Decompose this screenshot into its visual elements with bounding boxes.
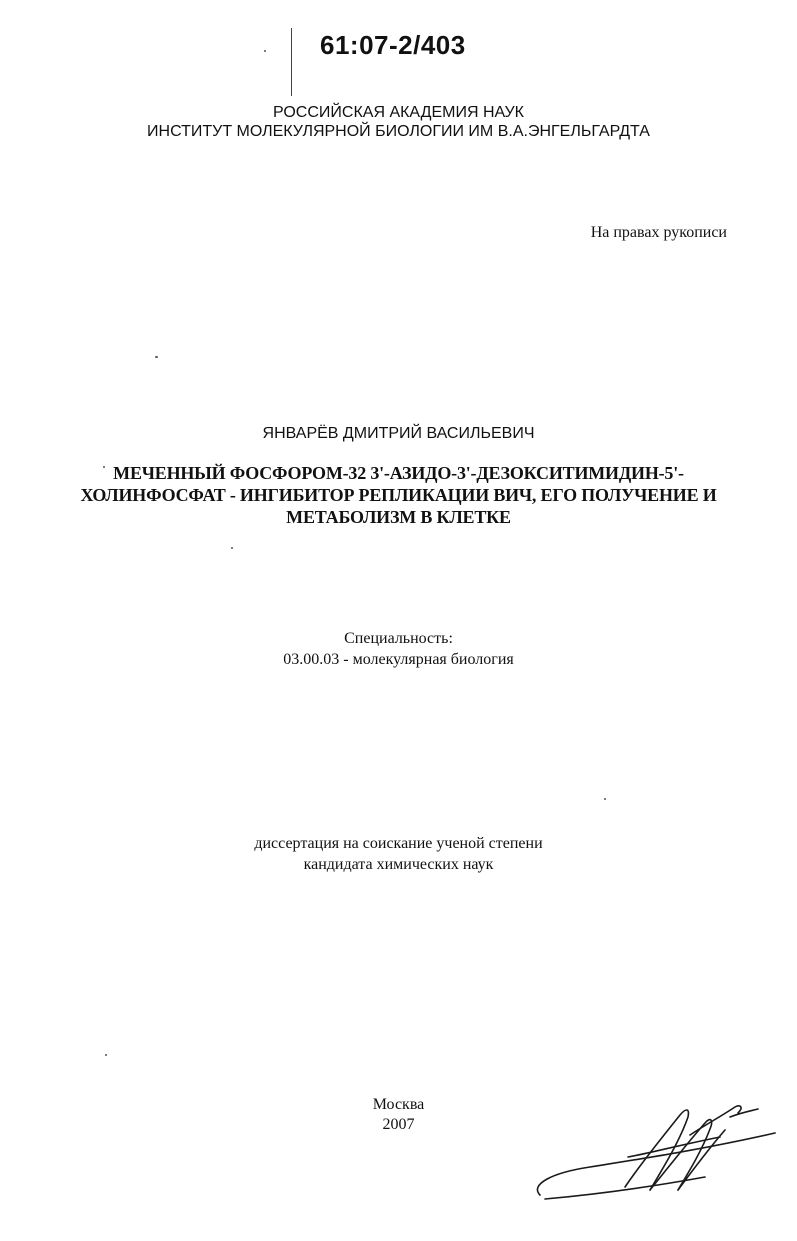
degree-block xyxy=(0,833,797,875)
specialty-block xyxy=(0,628,797,670)
thesis-title-line-2: ХОЛИНФОСФАТ - ИНГИБИТОР РЕПЛИКАЦИИ ВИЧ, ЕГО ПОЛУЧЕНИЕ И xyxy=(80,485,717,505)
degree-line-2: кандидата химических наук xyxy=(303,856,494,873)
scan-speck xyxy=(264,50,266,52)
degree-line-1: диссертация на соискание ученой степени xyxy=(254,835,543,852)
imprint-city: Москва xyxy=(372,1096,425,1113)
scan-speck xyxy=(604,798,606,800)
scan-speck xyxy=(103,466,105,468)
organization-line-1: РОССИЙСКАЯ АКАДЕМИЯ НАУК xyxy=(273,104,524,121)
scan-speck xyxy=(231,547,233,549)
thesis-title xyxy=(80,462,717,528)
imprint-year: 2007 xyxy=(382,1116,415,1133)
author-name: ЯНВАРЁВ ДМИТРИЙ ВАСИЛЬЕВИЧ xyxy=(262,425,535,442)
catalog-number: 61:07-2/403 xyxy=(320,30,466,60)
manuscript-note: На правах рукописи xyxy=(590,224,727,241)
organization-block xyxy=(0,103,797,141)
thesis-title-line-1: МЕЧЕННЫЙ ФОСФОРОМ-32 3'-АЗИДО-3'-ДЕЗОКСИТИМИДИН-5'- xyxy=(113,463,684,483)
specialty-value: 03.00.03 - молекулярная биология xyxy=(283,651,514,668)
organization-line-2: ИНСТИТУТ МОЛЕКУЛЯРНОЙ БИОЛОГИИ ИМ В.А.ЭНГЕЛЬГАРДТА xyxy=(147,123,650,140)
handwritten-signature xyxy=(530,1095,785,1210)
scan-speck xyxy=(155,356,158,358)
catalog-rule xyxy=(291,28,292,96)
thesis-title-line-3: МЕТАБОЛИЗМ В КЛЕТКЕ xyxy=(286,507,511,527)
specialty-label: Специальность: xyxy=(344,630,453,647)
scan-speck xyxy=(105,1054,107,1056)
